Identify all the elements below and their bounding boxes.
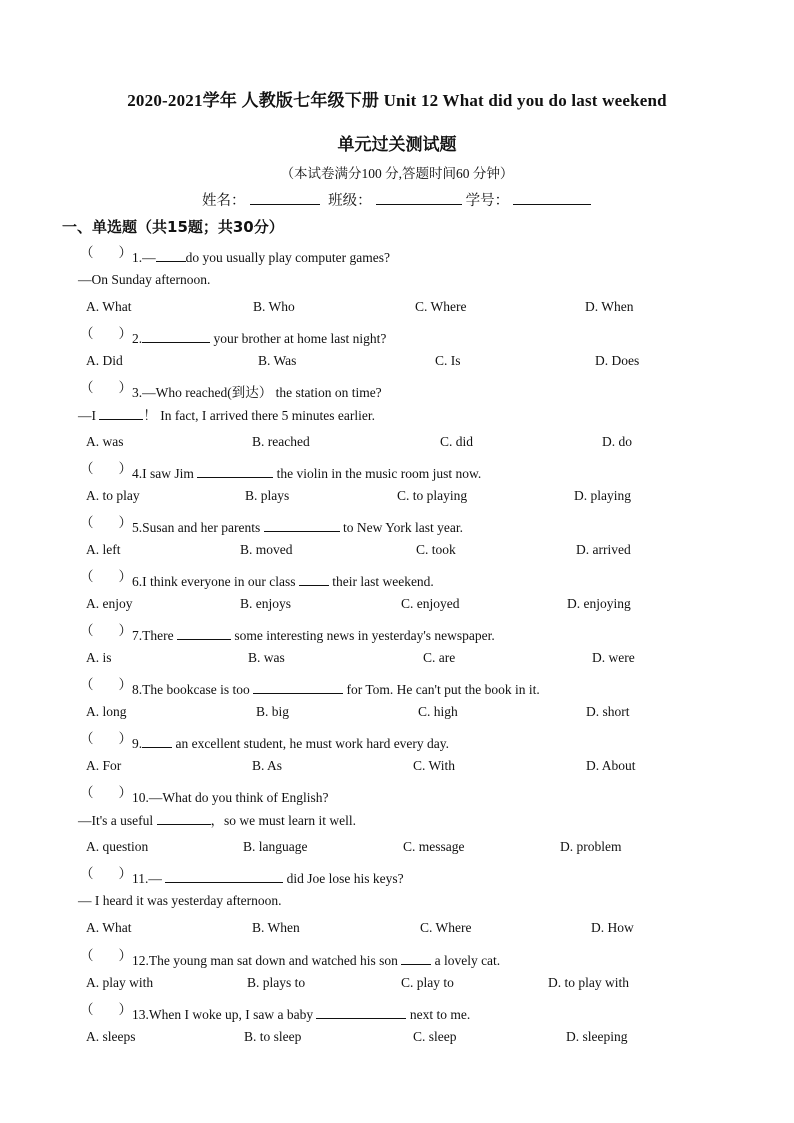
answer-paren[interactable]: （ ） (80, 866, 132, 881)
class-field[interactable] (376, 190, 462, 205)
option-b[interactable]: B. was (248, 650, 285, 665)
question-1-reply: —On Sunday afternoon. (78, 272, 211, 287)
answer-paren[interactable]: （ ） (80, 461, 132, 476)
option-a[interactable]: A. What (86, 920, 132, 935)
answer-blank[interactable] (316, 1005, 406, 1019)
question-11-reply: — I heard it was yesterday afternoon. (78, 893, 282, 908)
option-b[interactable]: B. language (243, 839, 308, 854)
option-b[interactable]: B. to sleep (244, 1029, 302, 1044)
question-12: （ ） 12.The young man sat down and watched his son a lovely cat. (80, 948, 501, 968)
option-c[interactable]: C. are (423, 650, 456, 665)
answer-blank[interactable] (401, 951, 431, 965)
option-c[interactable]: C. high (418, 704, 458, 719)
answer-paren[interactable]: （ ） (80, 677, 132, 692)
answer-blank[interactable] (142, 734, 172, 748)
question-13: （ ） 13.When I woke up, I saw a baby next to me. (80, 1002, 471, 1022)
option-b[interactable]: B. big (256, 704, 290, 719)
exam-note: （本试卷满分100 分,答题时间60 分钟） (280, 166, 514, 181)
option-c[interactable]: C. play to (401, 975, 454, 990)
option-d[interactable]: D. were (592, 650, 635, 665)
question-10-reply: —It's a useful ，so we must learn it well. (78, 813, 357, 828)
question-8: （ ） 8.The bookcase is too for Tom. He can't put the book in it. (80, 677, 540, 697)
option-c[interactable]: C. Where (415, 299, 467, 314)
option-c[interactable]: C. Is (435, 353, 461, 368)
answer-blank[interactable] (177, 626, 231, 640)
option-d[interactable]: D. playing (574, 488, 631, 503)
answer-blank[interactable] (99, 406, 143, 420)
option-a[interactable]: A. sleeps (86, 1029, 136, 1044)
id-field[interactable] (513, 190, 591, 205)
answer-paren[interactable]: （ ） (80, 623, 132, 638)
question-6: （ ） 6.I think everyone in our class their last weekend. (80, 569, 434, 589)
class-label: 班级： (328, 193, 372, 209)
option-c[interactable]: C. took (416, 542, 456, 557)
option-c[interactable]: C. to playing (397, 488, 468, 503)
option-a[interactable]: A. enjoy (86, 596, 133, 611)
answer-paren[interactable]: （ ） (80, 245, 132, 260)
answer-blank[interactable] (142, 329, 210, 343)
answer-blank[interactable] (157, 811, 211, 825)
option-a[interactable]: A. left (86, 542, 121, 557)
option-b[interactable]: B. When (252, 920, 300, 935)
question-2: （ ） 2. your brother at home last night? (80, 326, 387, 346)
answer-paren[interactable]: （ ） (80, 1002, 132, 1017)
option-a[interactable]: A. Did (86, 353, 123, 368)
question-10: （ ） 10.—What do you think of English? (80, 785, 329, 805)
option-b[interactable]: B. plays (245, 488, 290, 503)
option-d[interactable]: D. to play with (548, 975, 629, 990)
option-b[interactable]: B. enjoys (240, 596, 292, 611)
option-b[interactable]: B. moved (240, 542, 293, 557)
option-a[interactable]: A. What (86, 299, 132, 314)
question-5: （ ） 5.Susan and her parents to New York last year. (80, 515, 463, 535)
option-c[interactable]: C. With (413, 758, 455, 773)
question-4: （ ） 4.I saw Jim the violin in the music room just now. (80, 461, 482, 481)
answer-paren[interactable]: （ ） (80, 326, 132, 341)
question-9: （ ） 9. an excellent student, he must work hard every day. (80, 731, 450, 751)
option-c[interactable]: C. did (440, 434, 474, 449)
id-label: 学号： (465, 193, 510, 209)
option-d[interactable]: D. arrived (576, 542, 631, 557)
option-b[interactable]: B. reached (252, 434, 310, 449)
option-d[interactable]: D. About (586, 758, 636, 773)
option-d[interactable]: D. Does (595, 353, 640, 368)
option-d[interactable]: D. problem (560, 839, 622, 854)
option-a[interactable]: A. was (86, 434, 124, 449)
option-a[interactable]: A. to play (86, 488, 140, 503)
student-info-row (202, 189, 595, 210)
option-d[interactable]: D. When (585, 299, 634, 314)
option-d[interactable]: D. How (591, 920, 634, 935)
answer-paren[interactable]: （ ） (80, 948, 132, 963)
answer-paren[interactable]: （ ） (80, 569, 132, 584)
option-b[interactable]: B. plays to (247, 975, 306, 990)
option-a[interactable]: A. For (86, 758, 122, 773)
answer-blank[interactable] (253, 680, 343, 694)
option-a[interactable]: A. question (86, 839, 149, 854)
option-d[interactable]: D. short (586, 704, 630, 719)
section-title: 一、单选题（共15题；共30分） (62, 218, 284, 236)
answer-blank[interactable] (165, 869, 283, 883)
question-3-reply: —I ！ In fact, I arrived there 5 minutes earlier. (78, 408, 376, 423)
question-3: （ ） 3.—Who reached(到达） the station on time? (80, 380, 382, 400)
answer-paren[interactable]: （ ） (80, 380, 132, 395)
option-c[interactable]: C. enjoyed (401, 596, 460, 611)
name-label: 姓名： (202, 193, 246, 209)
page-title: 2020-2021学年 人教版七年级下册 Unit 12 What did you do last weekend (127, 91, 667, 110)
option-a[interactable]: A. is (86, 650, 112, 665)
option-d[interactable]: D. sleeping (566, 1029, 628, 1044)
question-11: （ ） 11.— did Joe lose his keys? (80, 866, 404, 886)
answer-paren[interactable]: （ ） (80, 785, 132, 800)
question-7: （ ） 7.There some interesting news in yesterday's newspaper. (80, 623, 495, 643)
option-c[interactable]: C. Where (420, 920, 472, 935)
option-b[interactable]: B. Who (253, 299, 295, 314)
option-b[interactable]: B. Was (258, 353, 297, 368)
option-c[interactable]: C. sleep (413, 1029, 457, 1044)
option-c[interactable]: C. message (403, 839, 465, 854)
answer-paren[interactable]: （ ） (80, 515, 132, 530)
question-1: （ ） 1.— do you usually play computer games? (80, 245, 390, 265)
answer-blank[interactable] (156, 248, 186, 262)
page-subtitle: 单元过关测试题 (337, 135, 457, 154)
option-b[interactable]: B. As (252, 758, 283, 773)
answer-blank[interactable] (299, 572, 329, 586)
answer-paren[interactable]: （ ） (80, 731, 132, 746)
option-d[interactable]: D. enjoying (567, 596, 631, 611)
option-a[interactable]: A. play with (86, 975, 154, 990)
option-a[interactable]: A. long (86, 704, 127, 719)
answer-blank[interactable] (264, 518, 340, 532)
option-d[interactable]: D. do (602, 434, 632, 449)
answer-blank[interactable] (197, 464, 273, 478)
name-field[interactable] (250, 190, 320, 205)
